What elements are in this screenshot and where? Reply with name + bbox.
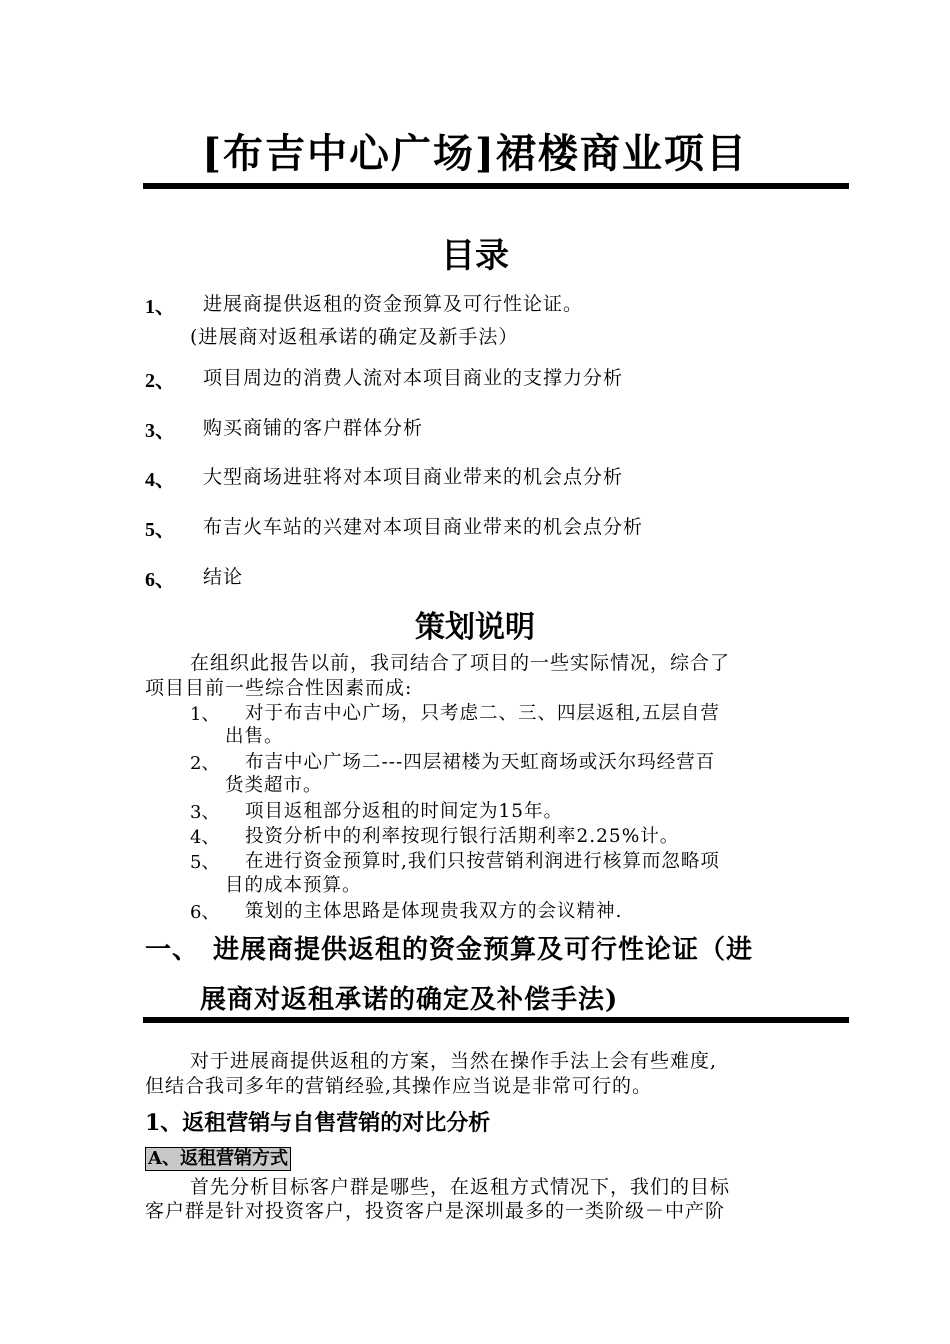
section-1-title-line-1: 进展商提供返租的资金预算及可行性论证（进 bbox=[213, 935, 754, 965]
document-title: [布吉中心广场]裙楼商业项目 bbox=[202, 130, 748, 177]
plan-item-2: 布吉中心广场二---四层裙楼为天虹商场或沃尔玛经营百 bbox=[245, 752, 716, 773]
toc-item-1: 进展商提供返租的资金预算及可行性论证。 bbox=[203, 293, 584, 315]
body-line-1: 首先分析目标客户群是哪些，在返租方式情况下，我们的目标 bbox=[190, 1176, 731, 1198]
plan-intro-line-2: 项目目前一些综合性因素而成: bbox=[145, 677, 413, 699]
plan-item-3: 项目返租部分返租的时间定为15年。 bbox=[245, 801, 564, 822]
section-rule bbox=[143, 1017, 849, 1023]
toc-num-4: 4、 bbox=[145, 469, 175, 491]
plan-item-5-cont: 目的成本预算。 bbox=[225, 875, 362, 896]
plan-item-1-cont: 出售。 bbox=[225, 726, 284, 747]
plan-item-num-5: 5、 bbox=[190, 852, 220, 873]
plan-item-num-2: 2、 bbox=[190, 753, 220, 774]
toc-num-1: 1、 bbox=[145, 296, 175, 318]
plan-heading: 策划说明 bbox=[415, 610, 535, 645]
plan-item-num-6: 6、 bbox=[190, 902, 220, 923]
section-1-title-line-2: 展商对返租承诺的确定及补偿手法) bbox=[200, 985, 619, 1015]
plan-item-4: 投资分析中的利率按现行银行活期利率2.25%计。 bbox=[245, 826, 680, 847]
toc-num-3: 3、 bbox=[145, 420, 175, 442]
title-rule bbox=[143, 183, 849, 189]
section-1-para-line-2: 但结合我司多年的营销经验,其操作应当说是非常可行的。 bbox=[145, 1075, 653, 1097]
plan-item-num-3: 3、 bbox=[190, 802, 220, 823]
body-line-2: 客户群是针对投资客户，投资客户是深圳最多的一类阶级－中产阶 bbox=[145, 1200, 726, 1222]
toc-num-2: 2、 bbox=[145, 370, 175, 392]
plan-item-num-4: 4、 bbox=[190, 827, 220, 848]
plan-item-5: 在进行资金预算时,我们只按营销利润进行核算而忽略项 bbox=[245, 851, 720, 872]
boxed-label: A、返租营销方式 bbox=[145, 1147, 291, 1171]
plan-item-1: 对于布吉中心广场，只考虑二、三、四层返租,五层自营 bbox=[245, 703, 720, 724]
subsection-heading: 1、返租营销与自售营销的对比分析 bbox=[145, 1110, 491, 1136]
toc-item-4: 大型商场进驻将对本项目商业带来的机会点分析 bbox=[203, 466, 624, 488]
toc-item-3: 购买商铺的客户群体分析 bbox=[203, 417, 424, 439]
plan-item-6: 策划的主体思路是体现贵我双方的会议精神. bbox=[245, 901, 623, 922]
plan-intro-line-1: 在组织此报告以前，我司结合了项目的一些实际情况，综合了 bbox=[190, 652, 731, 674]
section-1-para-line-1: 对于进展商提供返租的方案，当然在操作手法上会有些难度, bbox=[190, 1050, 718, 1072]
toc-item-2: 项目周边的消费人流对本项目商业的支撑力分析 bbox=[203, 367, 624, 389]
toc-num-6: 6、 bbox=[145, 569, 175, 591]
toc-item-6: 结论 bbox=[203, 566, 244, 588]
plan-item-2-cont: 货类超市。 bbox=[225, 775, 323, 796]
section-1-num: 一、 bbox=[145, 935, 200, 965]
toc-item-5: 布吉火车站的兴建对本项目商业带来的机会点分析 bbox=[203, 516, 644, 538]
toc-num-5: 5、 bbox=[145, 519, 175, 541]
toc-heading: 目录 bbox=[441, 236, 509, 276]
toc-item-1-sub: (进展商对返租承诺的确定及新手法） bbox=[190, 326, 519, 348]
plan-item-num-1: 1、 bbox=[190, 704, 220, 725]
